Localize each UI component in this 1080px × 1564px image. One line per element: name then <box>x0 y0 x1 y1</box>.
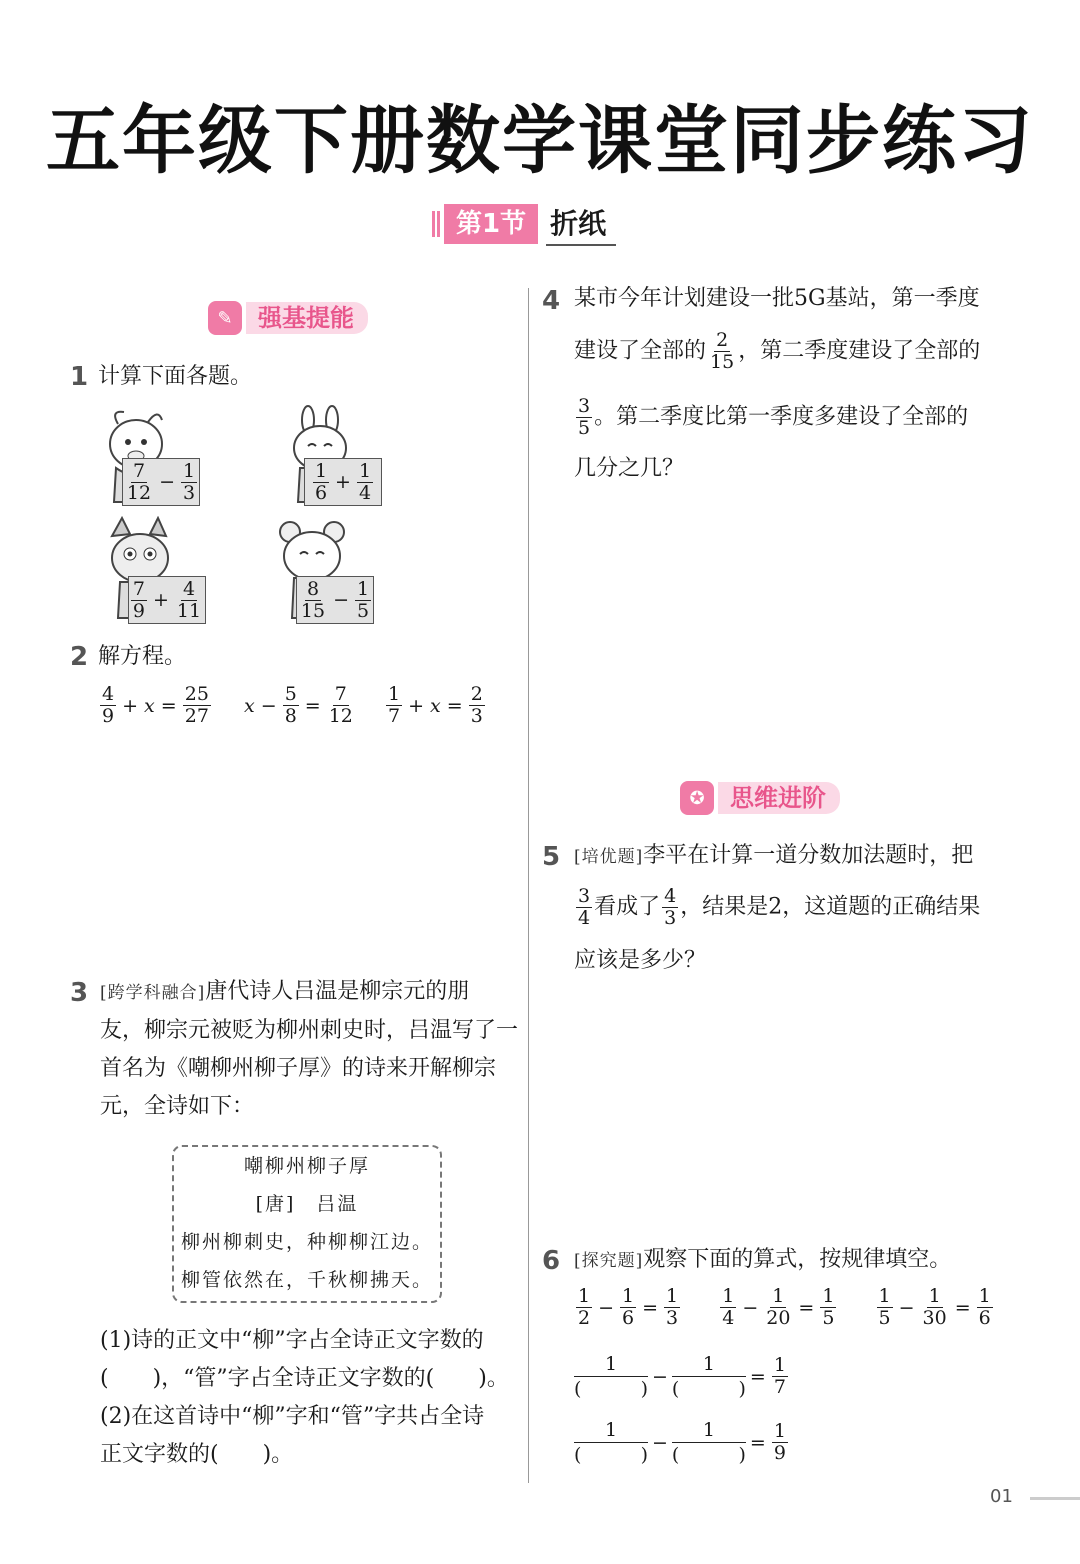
question-number-4: 4 <box>542 286 561 316</box>
section-mark-icon <box>432 211 440 237</box>
tag-explore: [探究题] <box>574 1251 644 1271</box>
question-number-6: 6 <box>542 1246 561 1276</box>
equation-2: x − $\frac{5}{8}$ = $\frac{7}{12}$ <box>244 683 353 727</box>
question-3-text: [跨学科融合]唐代诗人吕温是柳宗元的朋 友，柳宗元被贬为柳州刺史时，吕温写了一 首名为《嘲柳州柳子厚》的诗来开解柳宗 元，全诗如下： <box>100 979 519 1119</box>
section-badge: 第1节 <box>444 204 538 244</box>
column-divider <box>528 288 529 1483</box>
poem-line-2: 柳管依然在，千秋柳拂天。 <box>180 1269 433 1291</box>
tag-interdisciplinary: [跨学科融合] <box>100 983 206 1003</box>
equation-1: $\frac{4}{9}$ + x = $\frac{25}{27}$ <box>102 683 209 727</box>
question-4-line-4: 几分之几？ <box>574 456 685 481</box>
calc-card-4: $\frac{8}{15}$ − $\frac{1}{5}$ <box>296 576 374 624</box>
section-header <box>432 204 616 244</box>
question-5-line-3: 应该是多少？ <box>574 948 707 973</box>
banner-basic <box>208 300 368 336</box>
question-4-line-1: 某市今年计划建设一批5G基站，第一季度 <box>574 286 980 311</box>
section-name: 折纸 <box>546 202 616 246</box>
calc-card-2: $\frac{1}{6}$ + $\frac{1}{4}$ <box>304 458 382 506</box>
poem-title: 嘲柳州柳子厚 <box>243 1155 370 1177</box>
banner-basic-label: 强基提能 <box>246 302 368 334</box>
banner-advanced <box>680 780 840 816</box>
poem-line-1: 柳州柳刺史，种柳柳江边。 <box>180 1231 433 1253</box>
calc-card-1: $\frac{7}{12}$ − $\frac{1}{3}$ <box>122 458 200 506</box>
question-5-line-1: [培优题]李平在计算一道分数加法题时，把 <box>574 843 974 868</box>
question-3-subquestions: (1)诗的正文中“柳”字占全诗正文字数的 ( )，“管”字占全诗正文字数的( )。 (2)在这首诗中“柳”字和“管”字共占全诗 正文字数的( )。 <box>100 1328 509 1467</box>
medal-icon: ✪ <box>680 781 714 815</box>
calc-card-3: $\frac{7}{9}$ + $\frac{4}{11}$ <box>128 576 206 624</box>
question-4-line-2: 建设了全部的 $\frac{2}{15}$ ，第二季度建设了全部的 <box>574 329 981 373</box>
question-number-2: 2 <box>70 642 89 672</box>
page-number-rule <box>1030 1497 1080 1500</box>
pattern-row-3: 1 ( ) − 1 ( ) = $\frac{1}{9}$ <box>574 1419 786 1466</box>
question-4-line-3: $\frac{3}{5}$ 。第二季度比第一季度多建设了全部的 <box>578 395 969 439</box>
poem-author: [唐] 吕温 <box>255 1193 359 1215</box>
question-number-3: 3 <box>70 978 89 1008</box>
question-1-text: 计算下面各题。 <box>98 364 253 389</box>
question-number-5: 5 <box>542 842 561 872</box>
pattern-row-2: 1 ( ) − 1 ( ) = $\frac{1}{7}$ <box>574 1353 786 1400</box>
question-2-text: 解方程。 <box>98 644 187 669</box>
question-6-text: [探究题]观察下面的算式，按规律填空。 <box>574 1247 952 1272</box>
banner-advanced-label: 思维进阶 <box>718 782 840 814</box>
page-number: 01 <box>990 1486 1013 1507</box>
tag-advanced: [培优题] <box>574 847 644 867</box>
pencil-icon: ✎ <box>208 301 242 335</box>
pattern-row-1: $\frac{1}{2}$ − $\frac{1}{6}$ = $\frac{1}{3}$ $\frac{1}{4}$ − $\frac{1}{20}$ = $\frac{1}{5}$ $\frac{1}{5}$ − $\frac{1}{30}$ = $\frac{1}{6}$ <box>578 1285 991 1329</box>
question-number-1: 1 <box>70 362 89 392</box>
equation-3: $\frac{1}{7}$ + x = $\frac{2}{3}$ <box>388 683 483 727</box>
page-title: 五年级下册数学课堂同步练习 <box>46 98 1034 184</box>
question-5-line-2: $\frac{3}{4}$ 看成了 $\frac{4}{3}$ ，结果是2，这道题的正确结果 <box>578 885 981 929</box>
poem-box <box>172 1145 442 1303</box>
